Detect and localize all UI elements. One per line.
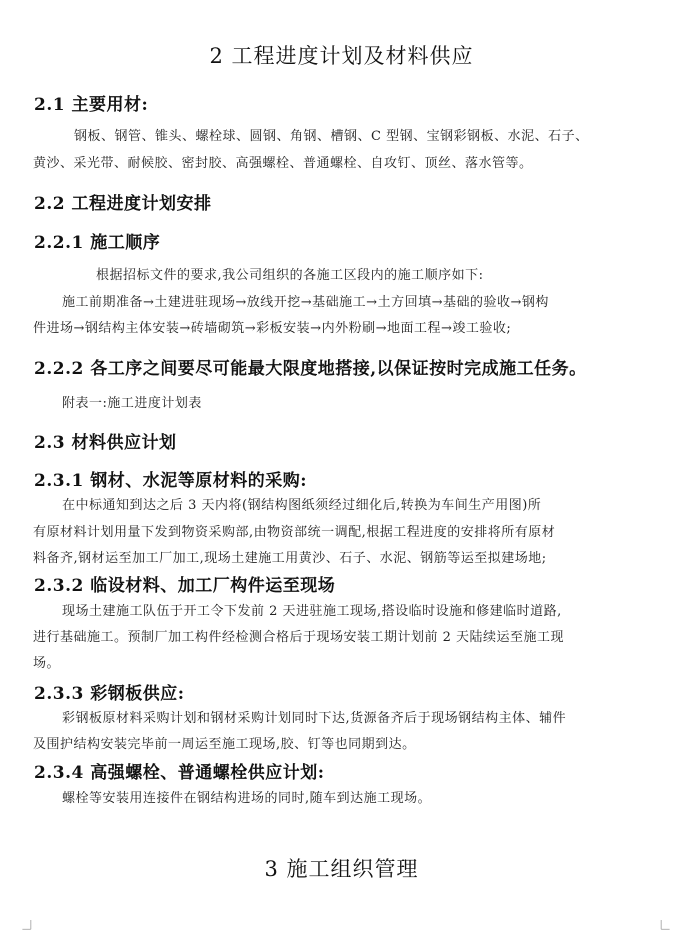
paragraph-line: 料备齐,钢材运至加工厂加工,现场土建施工用黄沙、石子、水泥、钢筋等运至拟建场地; <box>33 551 547 566</box>
paragraph-line: 黄沙、采光带、耐候胶、密封胶、高强螺栓、普通螺栓、自攻钉、顶丝、落水管等。 <box>33 156 533 171</box>
next-chapter-title: 3 施工组织管理 <box>264 857 419 881</box>
paragraph-line: 及围护结构安装完毕前一周运至施工现场,胶、钉等也同期到达。 <box>33 737 416 752</box>
paragraph-line: 在中标通知到达之后 3 天内将(钢结构图纸须经过细化后,转换为车间生产用图)所 <box>62 498 542 513</box>
paragraph-line: 有原材料计划用量下发到物资采购部,由物资部统一调配,根据工程进度的安排将所有原材 <box>33 525 556 540</box>
paragraph-line: 施工前期准备→土建进驻现场→放线开挖→基础施工→土方回填→基础的验收→钢构 <box>62 295 549 310</box>
heading-2-3-2: 2.3.2 临设材料、加工厂构件运至现场 <box>34 576 336 596</box>
heading-2-1: 2.1 主要用材: <box>34 95 149 115</box>
paragraph-line: 进行基础施工。预制厂加工构件经检测合格后于现场安装工期计划前 2 天陆续运至施工现 <box>33 630 565 645</box>
paragraph-line: 场。 <box>33 656 61 671</box>
paragraph-line: 件进场→钢结构主体安装→砖墙砌筑→彩板安装→内外粉刷→地面工程→竣工验收; <box>33 321 512 336</box>
paragraph-line: 根据招标文件的要求,我公司组织的各施工区段内的施工顺序如下: <box>96 268 484 283</box>
chapter-title: 2 工程进度计划及材料供应 <box>209 44 474 68</box>
paragraph-line: 钢板、钢管、锥头、螺栓球、圆钢、角钢、槽钢、C 型钢、宝钢彩钢板、水泥、石子、 <box>74 129 589 144</box>
paragraph-line: 彩钢板原材料采购计划和钢材采购计划同时下达,货源备齐后于现场钢结构主体、辅件 <box>62 711 567 726</box>
heading-2-3-1: 2.3.1 钢材、水泥等原材料的采购: <box>34 471 308 491</box>
paragraph-line: 现场土建施工队伍于开工令下发前 2 天进驻施工现场,搭设临时设施和修建临时道路, <box>62 604 562 619</box>
crop-mark-bottom-left <box>22 920 32 930</box>
heading-2-2-2: 2.2.2 各工序之间要尽可能最大限度地搭接,以保证按时完成施工任务。 <box>34 359 587 379</box>
paragraph-line: 附表一:施工进度计划表 <box>62 396 202 411</box>
heading-2-2: 2.2 工程进度计划安排 <box>34 194 212 214</box>
paragraph-line: 螺栓等安装用连接件在钢结构进场的同时,随车到达施工现场。 <box>62 791 432 806</box>
heading-2-3-3: 2.3.3 彩钢板供应: <box>34 684 185 704</box>
crop-mark-bottom-right <box>660 920 670 930</box>
heading-2-2-1: 2.2.1 施工顺序 <box>34 233 161 253</box>
heading-2-3-4: 2.3.4 高强螺栓、普通螺栓供应计划: <box>34 763 325 783</box>
heading-2-3: 2.3 材料供应计划 <box>34 433 177 453</box>
